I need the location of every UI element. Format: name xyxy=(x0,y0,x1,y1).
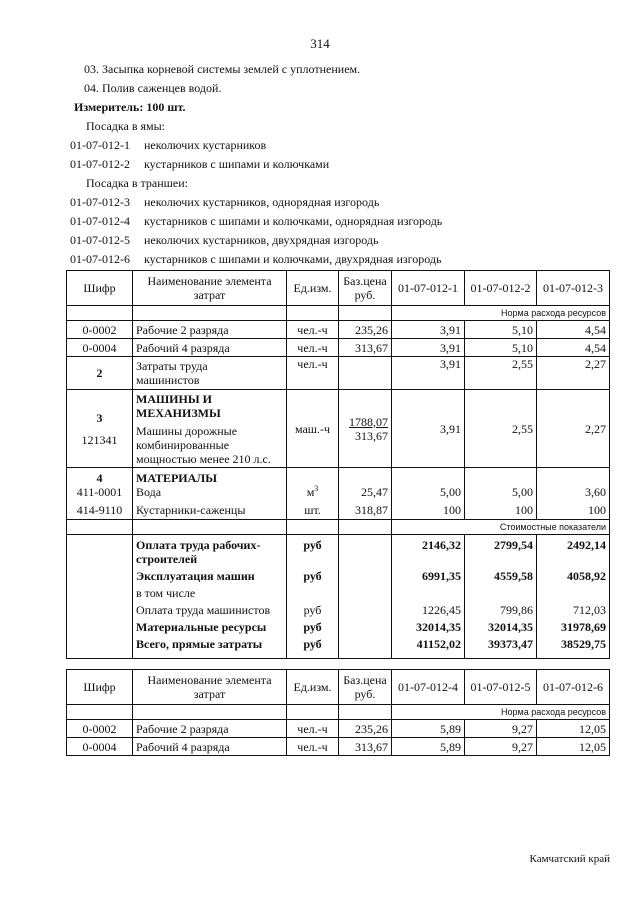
section-number: 4 xyxy=(96,470,103,485)
row-price xyxy=(339,468,392,520)
step-3: 03. Засыпка корневой системы землей с уплотнением. xyxy=(84,62,361,76)
step-4: 04. Полив саженцев водой. xyxy=(84,81,222,95)
header-price: Баз.цена руб. xyxy=(339,670,392,705)
rates-table-2 xyxy=(66,669,610,756)
total-name: Эксплуатация машин xyxy=(136,569,255,583)
item-code: 01-07-012-5 xyxy=(70,233,130,247)
row-name: Рабочий 4 разряда xyxy=(133,738,287,756)
table-row xyxy=(67,357,610,390)
row-value: 4,54 xyxy=(537,321,610,339)
total-name: Материальные ресурсы xyxy=(136,620,267,634)
region-footer: Камчатский край xyxy=(529,853,610,865)
header-col-6: 01-07-012-6 xyxy=(537,670,610,705)
norm-label-row xyxy=(67,306,610,321)
header-unit: Ед.изм. xyxy=(287,271,339,306)
price-line: 1788,07 xyxy=(349,414,388,429)
row-price xyxy=(339,390,392,468)
row-code: 0-0004 xyxy=(67,339,133,357)
intro-block xyxy=(70,60,630,269)
table-row xyxy=(67,321,610,339)
row-value: 12,05 xyxy=(537,738,610,756)
row-value: 5,89 xyxy=(392,720,465,738)
totals-block xyxy=(67,535,610,659)
item-code: 01-07-012-6 xyxy=(70,252,130,266)
header-col-1: 01-07-012-1 xyxy=(392,271,465,306)
row-value: 3,91 xyxy=(392,390,465,468)
row-price: 235,26 xyxy=(339,321,392,339)
total-name: Оплата труда рабочих- xyxy=(136,538,261,552)
row-name-line: Машины дорожные xyxy=(136,423,238,438)
header-col-2: 01-07-012-2 xyxy=(465,271,537,306)
section-number: 3 xyxy=(96,410,103,425)
trench-heading: Посадка в траншеи: xyxy=(86,176,188,190)
table-header-row xyxy=(67,670,610,705)
totals-names xyxy=(133,535,287,659)
header-price: Баз.цена руб. xyxy=(339,271,392,306)
row-name-line: Затраты труда xyxy=(136,359,208,373)
row-unit xyxy=(287,468,339,520)
row-value: 2,27 xyxy=(537,390,610,468)
row-name: Рабочий 4 разряда xyxy=(133,339,287,357)
row-value: 3,60 100 xyxy=(537,468,610,520)
section-title: МАТЕРИАЛЫ xyxy=(136,470,217,485)
table-row xyxy=(67,720,610,738)
row-name-line: мощностью менее 210 л.с. xyxy=(136,451,271,466)
header-col-5: 01-07-012-5 xyxy=(465,670,537,705)
cost-label: Стоимостные показатели xyxy=(392,520,610,535)
header-unit: Ед.изм. xyxy=(287,670,339,705)
price-line: 313,67 xyxy=(355,428,388,443)
machine-code: 121341 xyxy=(81,432,118,447)
row-value: 9,27 xyxy=(465,720,537,738)
material-code: 414-9110 xyxy=(76,502,123,517)
row-value: 5,00 100 xyxy=(465,468,537,520)
item-code: 01-07-012-3 xyxy=(70,195,130,209)
trench-item xyxy=(70,212,630,231)
trench-item xyxy=(70,231,630,250)
row-name xyxy=(133,468,287,520)
row-value: 5,10 xyxy=(465,321,537,339)
row-value: 3,91 xyxy=(392,357,465,390)
table-header-row xyxy=(67,271,610,306)
meter-label: Измеритель: 100 шт. xyxy=(74,100,186,114)
item-text: кустарников с шипами и колючками, двухрядная изгородь xyxy=(144,252,442,266)
row-name: Рабочие 2 разряда xyxy=(133,720,287,738)
section-title: МАШИНЫ И xyxy=(136,391,212,406)
row-code: 0-0004 xyxy=(67,738,133,756)
trench-item xyxy=(70,193,630,212)
row-unit: чел.-ч xyxy=(287,720,339,738)
price-line: 318,87 xyxy=(355,502,388,517)
rates-table-1 xyxy=(66,270,610,659)
pits-item xyxy=(70,136,630,155)
item-text: кустарников с шипами и колючками xyxy=(144,157,330,171)
unit-sup: 3 xyxy=(314,483,319,493)
row-value: 2,55 xyxy=(465,357,537,390)
row-unit: чел.-ч xyxy=(287,339,339,357)
row-value: 12,05 xyxy=(537,720,610,738)
cost-label-row xyxy=(67,520,610,535)
row-value: 4,54 xyxy=(537,339,610,357)
row-value: 2,55 xyxy=(465,390,537,468)
total-name: в том числе xyxy=(136,586,196,600)
total-name: строителей xyxy=(136,552,198,566)
item-text: неколючих кустарников, двухрядная изгородь xyxy=(144,233,379,247)
row-price: 235,26 xyxy=(339,720,392,738)
header-name: Наименование элемента затрат xyxy=(133,271,287,306)
section-machines xyxy=(67,390,610,468)
row-code xyxy=(67,390,133,468)
item-text: неколючих кустарников xyxy=(144,138,267,152)
row-unit: чел.-ч xyxy=(287,738,339,756)
item-code: 01-07-012-4 xyxy=(70,214,130,228)
total-name: Всего, прямые затраты xyxy=(136,637,263,651)
material-name: Вода xyxy=(136,484,162,499)
row-value: 5,89 xyxy=(392,738,465,756)
row-unit: маш.-ч xyxy=(287,390,339,468)
row-name: Рабочие 2 разряда xyxy=(133,321,287,339)
table-row xyxy=(67,738,610,756)
row-value: 3,91 xyxy=(392,339,465,357)
totals-col-2: 2799,54 4559,58 799,86 32014,35 39373,47 xyxy=(465,535,537,659)
row-name-line: комбинированные xyxy=(136,437,230,452)
section-title: МЕХАНИЗМЫ xyxy=(136,405,221,420)
page-number: 314 xyxy=(310,36,330,51)
row-unit: чел.-ч xyxy=(287,357,339,390)
unit-text: шт. xyxy=(304,502,321,517)
norm-label: Норма расхода ресурсов xyxy=(392,705,610,720)
header-col-3: 01-07-012-3 xyxy=(537,271,610,306)
item-text: кустарников с шипами и колючками, однорядная изгородь xyxy=(144,214,443,228)
row-name xyxy=(133,390,287,468)
item-code: 01-07-012-2 xyxy=(70,157,130,171)
header-code: Шифр xyxy=(67,670,133,705)
pits-item xyxy=(70,155,630,174)
row-value: 5,00 100 xyxy=(392,468,465,520)
material-name: Кустарники-саженцы xyxy=(136,502,246,517)
row-code: 0-0002 xyxy=(67,321,133,339)
header-code: Шифр xyxy=(67,271,133,306)
total-name: Оплата труда машинистов xyxy=(136,603,271,617)
trench-item xyxy=(70,250,630,269)
norm-label-row xyxy=(67,705,610,720)
table-row xyxy=(67,339,610,357)
row-code: 0-0002 xyxy=(67,720,133,738)
row-value: 5,10 xyxy=(465,339,537,357)
header-name: Наименование элемента затрат xyxy=(133,670,287,705)
material-code: 411-0001 xyxy=(76,484,123,499)
totals-col-1: 2146,32 6991,35 1226,45 32014,35 41152,02 xyxy=(392,535,465,659)
totals-col-3: 2492,14 4058,92 712,03 31978,69 38529,75 xyxy=(537,535,610,659)
item-text: неколючих кустарников, однорядная изгородь xyxy=(144,195,380,209)
row-name xyxy=(133,357,287,390)
norm-label: Норма расхода ресурсов xyxy=(392,306,610,321)
row-unit: чел.-ч xyxy=(287,321,339,339)
row-value: 2,27 xyxy=(537,357,610,390)
row-code xyxy=(67,468,133,520)
header-col-4: 01-07-012-4 xyxy=(392,670,465,705)
row-code: 2 xyxy=(67,357,133,390)
row-value: 9,27 xyxy=(465,738,537,756)
unit-text: м xyxy=(306,484,315,499)
row-price: 313,67 xyxy=(339,738,392,756)
row-price: 313,67 xyxy=(339,339,392,357)
row-name-line: машинистов xyxy=(136,373,200,387)
row-value: 3,91 xyxy=(392,321,465,339)
pits-heading: Посадка в ямы: xyxy=(86,119,166,133)
totals-units: руб руб руб руб руб xyxy=(287,535,339,659)
item-code: 01-07-012-1 xyxy=(70,138,130,152)
section-materials xyxy=(67,468,610,520)
price-line: 25,47 xyxy=(361,484,388,499)
